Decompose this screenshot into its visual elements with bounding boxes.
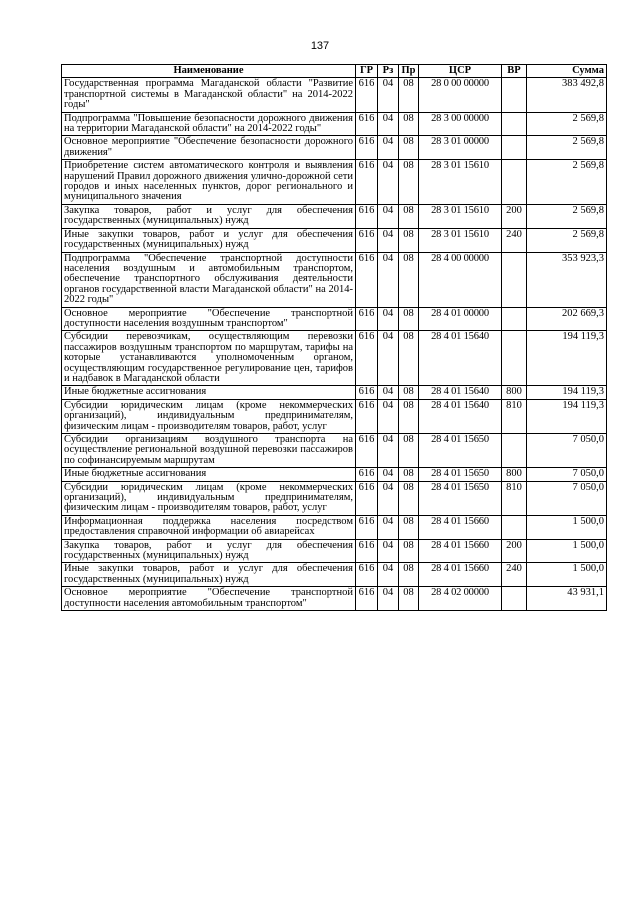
cell-pr: 08	[399, 160, 419, 205]
table-row	[62, 539, 607, 563]
cell-rz: 04	[378, 252, 399, 307]
cell-sum: 7 050,0	[527, 468, 607, 481]
cell-vr	[502, 136, 527, 160]
cell-pr: 08	[399, 587, 419, 611]
cell-gr: 616	[356, 399, 378, 433]
cell-vr	[502, 515, 527, 539]
cell-rz: 04	[378, 399, 399, 433]
cell-gr: 616	[356, 228, 378, 252]
table-row	[62, 481, 607, 515]
cell-name: Субсидии организациям воздушного транспорта на осуществление региональной воздушной перевозки пассажиров по софинансируемым маршрутам	[62, 434, 356, 468]
cell-gr: 616	[356, 587, 378, 611]
cell-sum: 2 569,8	[527, 112, 607, 136]
cell-csr: 28 4 01 15650	[419, 434, 502, 468]
table-row	[62, 204, 607, 228]
column-header-pr: Пр	[399, 65, 419, 78]
cell-sum: 194 119,3	[527, 399, 607, 433]
cell-pr: 08	[399, 78, 419, 112]
table-row	[62, 136, 607, 160]
cell-vr	[502, 307, 527, 331]
cell-gr: 616	[356, 160, 378, 205]
cell-vr	[502, 331, 527, 386]
cell-pr: 08	[399, 468, 419, 481]
cell-sum: 1 500,0	[527, 515, 607, 539]
table-row	[62, 307, 607, 331]
column-header-vr: ВР	[502, 65, 527, 78]
cell-name: Субсидии юридическим лицам (кроме некоммерческих организаций), индивидуальным предпринимателям, физическим лицам - производителям товаров, работ, услуг	[62, 399, 356, 433]
cell-name: Основное мероприятие "Обеспечение транспортной доступности населения воздушным транспортом"	[62, 307, 356, 331]
cell-gr: 616	[356, 481, 378, 515]
cell-gr: 616	[356, 563, 378, 587]
cell-name: Субсидии юридическим лицам (кроме некоммерческих организаций), индивидуальным предпринимателям, физическим лицам - производителям товаров, работ, услуг	[62, 481, 356, 515]
cell-name: Закупка товаров, работ и услуг для обеспечения государственных (муниципальных) нужд	[62, 539, 356, 563]
cell-gr: 616	[356, 434, 378, 468]
cell-sum: 2 569,8	[527, 228, 607, 252]
column-header-gr: ГР	[356, 65, 378, 78]
cell-name: Подпрограмма "Обеспечение транспортной доступности населения воздушным и автомобильным транспортом, обеспечение транспортного обслуживания деятельности органов государственной власти Магаданской области" на 2014-2022 годы"	[62, 252, 356, 307]
cell-rz: 04	[378, 587, 399, 611]
cell-gr: 616	[356, 515, 378, 539]
cell-pr: 08	[399, 136, 419, 160]
cell-pr: 08	[399, 515, 419, 539]
cell-csr: 28 4 01 15650	[419, 468, 502, 481]
cell-pr: 08	[399, 434, 419, 468]
cell-pr: 08	[399, 228, 419, 252]
cell-csr: 28 0 00 00000	[419, 78, 502, 112]
cell-rz: 04	[378, 515, 399, 539]
cell-csr: 28 4 01 00000	[419, 307, 502, 331]
cell-sum: 7 050,0	[527, 434, 607, 468]
cell-name: Подпрограмма "Повышение безопасности дорожного движения на территории Магаданской области" на 2014-2022 годы"	[62, 112, 356, 136]
cell-pr: 08	[399, 399, 419, 433]
column-header-rz: Рз	[378, 65, 399, 78]
cell-csr: 28 3 01 00000	[419, 136, 502, 160]
cell-vr: 810	[502, 481, 527, 515]
cell-rz: 04	[378, 563, 399, 587]
cell-csr: 28 4 01 15640	[419, 386, 502, 399]
cell-rz: 04	[378, 434, 399, 468]
cell-vr	[502, 587, 527, 611]
table-row	[62, 399, 607, 433]
table-row	[62, 386, 607, 399]
cell-name: Информационная поддержка населения посредством предоставления справочной информации об авиарейсах	[62, 515, 356, 539]
cell-name: Иные бюджетные ассигнования	[62, 386, 356, 399]
column-header-csr: ЦСР	[419, 65, 502, 78]
cell-name: Основное мероприятие "Обеспечение безопасности дорожного движения"	[62, 136, 356, 160]
cell-vr: 800	[502, 386, 527, 399]
table-header-row	[62, 65, 607, 78]
cell-csr: 28 4 00 00000	[419, 252, 502, 307]
cell-vr	[502, 112, 527, 136]
cell-rz: 04	[378, 228, 399, 252]
cell-gr: 616	[356, 252, 378, 307]
cell-rz: 04	[378, 468, 399, 481]
cell-sum: 2 569,8	[527, 136, 607, 160]
cell-gr: 616	[356, 307, 378, 331]
cell-sum: 194 119,3	[527, 386, 607, 399]
cell-vr: 810	[502, 399, 527, 433]
cell-name: Иные бюджетные ассигнования	[62, 468, 356, 481]
cell-pr: 08	[399, 386, 419, 399]
cell-gr: 616	[356, 112, 378, 136]
cell-vr: 200	[502, 204, 527, 228]
cell-pr: 08	[399, 112, 419, 136]
cell-rz: 04	[378, 481, 399, 515]
cell-csr: 28 3 01 15610	[419, 160, 502, 205]
cell-name: Субсидии перевозчикам, осуществляющим перевозки пассажиров воздушным транспортом по маршрутам, тарифы на которые устанавливаются уполномоченным органом, осуществляющим государственное регулирование цен, тарифов и надбавок в Магаданской области	[62, 331, 356, 386]
cell-vr	[502, 78, 527, 112]
cell-rz: 04	[378, 386, 399, 399]
cell-pr: 08	[399, 539, 419, 563]
cell-gr: 616	[356, 468, 378, 481]
cell-vr: 240	[502, 563, 527, 587]
cell-csr: 28 4 01 15660	[419, 563, 502, 587]
cell-gr: 616	[356, 78, 378, 112]
table-row	[62, 160, 607, 205]
column-header-name: Наименование	[62, 65, 356, 78]
page-number: 137	[310, 40, 330, 52]
cell-sum: 1 500,0	[527, 563, 607, 587]
cell-pr: 08	[399, 204, 419, 228]
cell-sum: 1 500,0	[527, 539, 607, 563]
cell-sum: 43 931,1	[527, 587, 607, 611]
cell-csr: 28 3 00 00000	[419, 112, 502, 136]
cell-gr: 616	[356, 204, 378, 228]
cell-pr: 08	[399, 252, 419, 307]
cell-vr	[502, 160, 527, 205]
cell-vr: 240	[502, 228, 527, 252]
cell-rz: 04	[378, 136, 399, 160]
cell-rz: 04	[378, 112, 399, 136]
cell-csr: 28 4 01 15660	[419, 539, 502, 563]
cell-sum: 7 050,0	[527, 481, 607, 515]
cell-pr: 08	[399, 481, 419, 515]
table-row	[62, 468, 607, 481]
cell-sum: 202 669,3	[527, 307, 607, 331]
column-header-sum: Сумма	[527, 65, 607, 78]
cell-sum: 2 569,8	[527, 160, 607, 205]
table-row	[62, 112, 607, 136]
cell-rz: 04	[378, 204, 399, 228]
cell-vr	[502, 252, 527, 307]
cell-rz: 04	[378, 539, 399, 563]
cell-sum: 353 923,3	[527, 252, 607, 307]
cell-csr: 28 3 01 15610	[419, 228, 502, 252]
cell-csr: 28 4 01 15640	[419, 399, 502, 433]
table-row	[62, 228, 607, 252]
table-row	[62, 587, 607, 611]
cell-csr: 28 4 01 15650	[419, 481, 502, 515]
cell-sum: 2 569,8	[527, 204, 607, 228]
table-row	[62, 515, 607, 539]
cell-name: Государственная программа Магаданской области "Развитие транспортной системы в Магаданской области" на 2014-2022 годы"	[62, 78, 356, 112]
budget-table	[61, 64, 607, 611]
cell-gr: 616	[356, 539, 378, 563]
table-row	[62, 563, 607, 587]
cell-pr: 08	[399, 563, 419, 587]
table-row	[62, 434, 607, 468]
cell-vr: 200	[502, 539, 527, 563]
cell-name: Иные закупки товаров, работ и услуг для обеспечения государственных (муниципальных) нужд	[62, 563, 356, 587]
table-row	[62, 331, 607, 386]
cell-gr: 616	[356, 331, 378, 386]
cell-rz: 04	[378, 160, 399, 205]
cell-csr: 28 4 01 15660	[419, 515, 502, 539]
cell-pr: 08	[399, 307, 419, 331]
table-row	[62, 252, 607, 307]
table-body	[62, 78, 607, 611]
cell-name: Приобретение систем автоматического контроля и выявления нарушений Правил дорожного движения улично-дорожной сети городов и иных населенных пунктов, дорог регионального и муниципального значения	[62, 160, 356, 205]
cell-gr: 616	[356, 386, 378, 399]
cell-sum: 383 492,8	[527, 78, 607, 112]
cell-rz: 04	[378, 307, 399, 331]
cell-rz: 04	[378, 331, 399, 386]
cell-name: Иные закупки товаров, работ и услуг для обеспечения государственных (муниципальных) нужд	[62, 228, 356, 252]
cell-vr: 800	[502, 468, 527, 481]
cell-name: Основное мероприятие "Обеспечение транспортной доступности населения автомобильным транспортом"	[62, 587, 356, 611]
cell-csr: 28 4 02 00000	[419, 587, 502, 611]
cell-rz: 04	[378, 78, 399, 112]
cell-vr	[502, 434, 527, 468]
cell-gr: 616	[356, 136, 378, 160]
cell-pr: 08	[399, 331, 419, 386]
cell-csr: 28 4 01 15640	[419, 331, 502, 386]
cell-csr: 28 3 01 15610	[419, 204, 502, 228]
table-row	[62, 78, 607, 112]
cell-name: Закупка товаров, работ и услуг для обеспечения государственных (муниципальных) нужд	[62, 204, 356, 228]
cell-sum: 194 119,3	[527, 331, 607, 386]
